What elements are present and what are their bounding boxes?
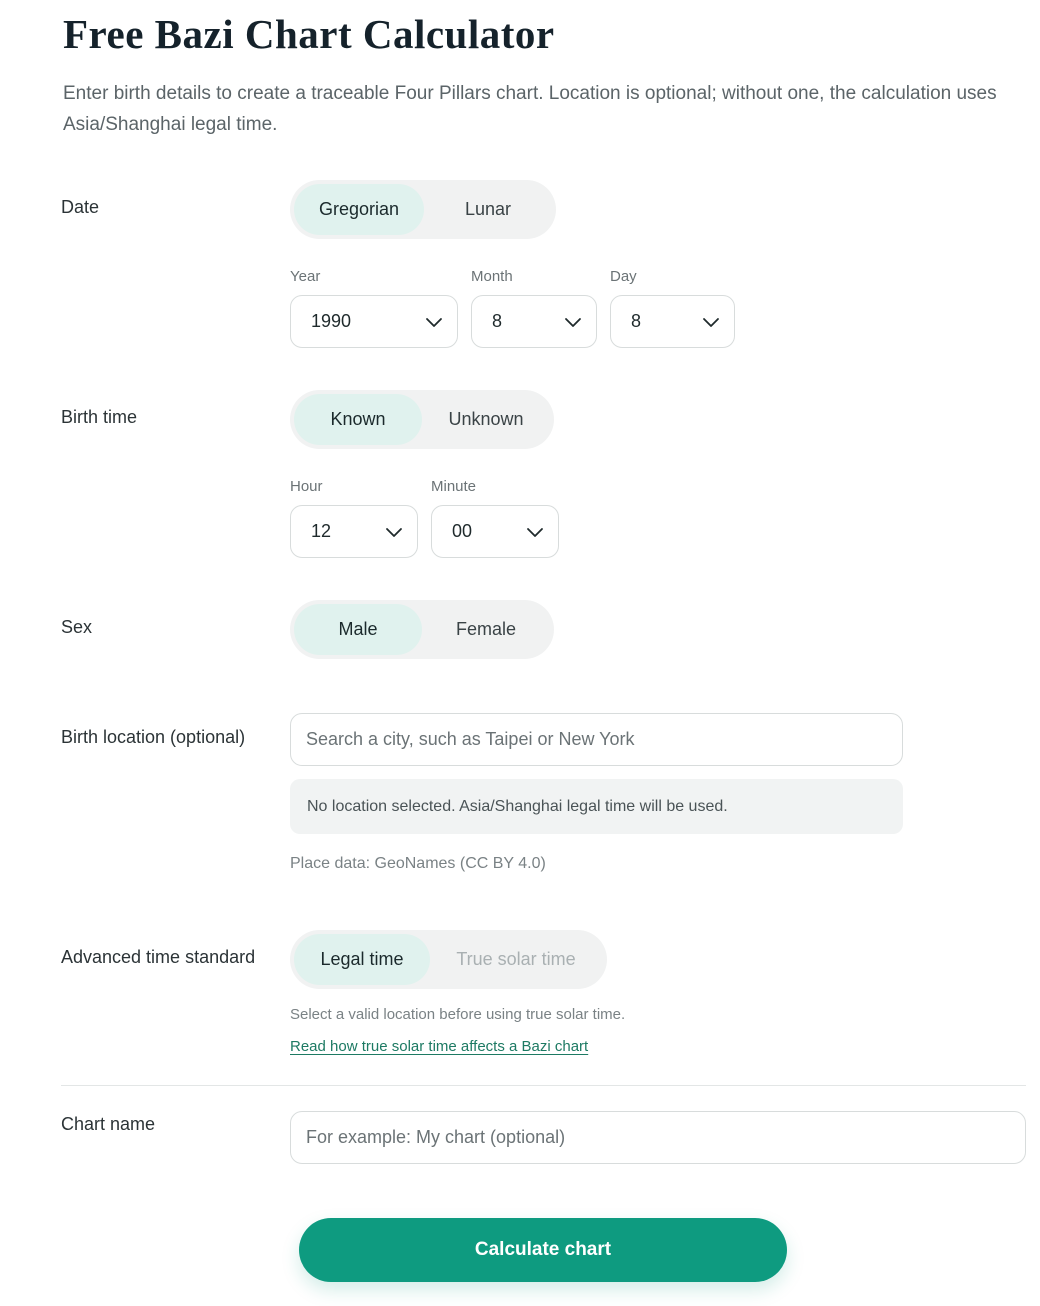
day-label: Day	[610, 268, 637, 285]
location-notice: No location selected. Asia/Shanghai legal time will be used.	[290, 779, 903, 834]
birth-time-label: Birth time	[61, 407, 138, 427]
year-select[interactable]	[290, 295, 458, 348]
chart-name-input[interactable]	[290, 1111, 1026, 1164]
day-value: 8	[631, 311, 642, 331]
calendar-option-lunar[interactable]: Lunar	[464, 199, 512, 219]
birth-time-option-unknown[interactable]: Unknown	[448, 409, 524, 429]
time-standard-option-true-solar: True solar time	[456, 949, 576, 969]
calendar-toggle	[290, 180, 556, 239]
place-data-attribution: Place data: GeoNames (CC BY 4.0)	[290, 855, 546, 872]
time-standard-hint: Select a valid location before using true solar time.	[290, 1006, 626, 1023]
chevron-down-icon	[526, 523, 544, 541]
calendar-option-gregorian[interactable]: Gregorian	[294, 184, 424, 235]
hour-value: 12	[311, 521, 332, 541]
chart-name-label: Chart name	[61, 1114, 156, 1134]
time-standard-toggle	[290, 930, 607, 989]
calculate-chart-button[interactable]: Calculate chart	[299, 1218, 787, 1282]
time-standard-option-legal[interactable]: Legal time	[294, 934, 430, 985]
sex-toggle	[290, 600, 554, 659]
section-divider	[61, 1085, 1026, 1086]
month-select[interactable]	[471, 295, 597, 348]
minute-select[interactable]	[431, 505, 559, 558]
hour-label: Hour	[290, 478, 323, 495]
time-standard-label: Advanced time standard	[61, 947, 256, 967]
chevron-down-icon	[425, 313, 443, 331]
month-value: 8	[492, 311, 503, 331]
sex-option-female[interactable]: Female	[455, 619, 517, 639]
page-subtitle: Enter birth details to create a traceable Four Pillars chart. Location is optional; without one, the calculation uses Asia/Shanghai legal time.	[63, 83, 997, 135]
year-value: 1990	[311, 311, 352, 331]
day-select[interactable]	[610, 295, 735, 348]
true-solar-time-link[interactable]: Read how true solar time affects a Bazi chart	[290, 1038, 589, 1055]
minute-label: Minute	[431, 478, 477, 495]
page-title: Free Bazi Chart Calculator	[63, 11, 555, 57]
birth-time-option-known[interactable]: Known	[294, 394, 422, 445]
chevron-down-icon	[564, 313, 582, 331]
chevron-down-icon	[702, 313, 720, 331]
birth-location-label: Birth location (optional)	[61, 727, 246, 747]
chevron-down-icon	[385, 523, 403, 541]
location-search-input[interactable]	[290, 713, 903, 766]
sex-label: Sex	[61, 617, 93, 637]
month-label: Month	[471, 268, 513, 285]
sex-option-male[interactable]: Male	[294, 604, 422, 655]
year-label: Year	[290, 268, 321, 285]
date-label: Date	[61, 197, 100, 217]
hour-select[interactable]	[290, 505, 418, 558]
minute-value: 00	[452, 521, 473, 541]
birth-time-toggle	[290, 390, 554, 449]
